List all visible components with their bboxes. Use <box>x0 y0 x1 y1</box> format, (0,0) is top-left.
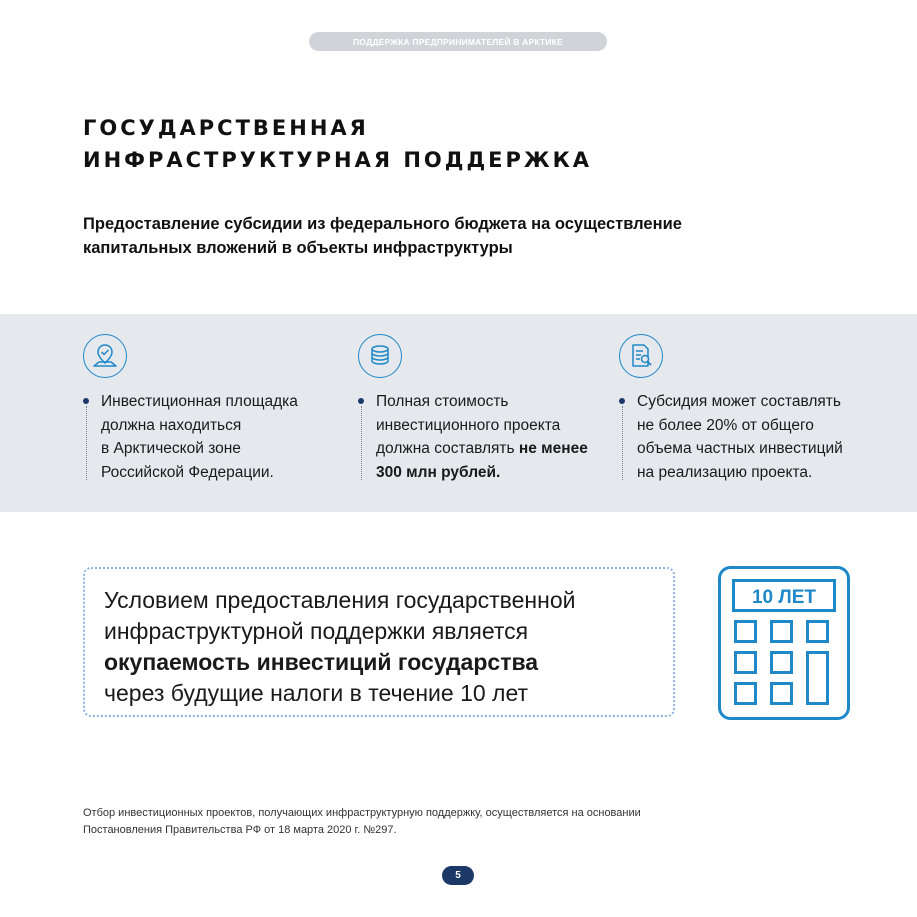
footnote-line-2: Постановления Правительства РФ от 18 марта 2020 г. №297. <box>83 824 397 836</box>
callout-bold: окупаемость инвестиций государства <box>104 649 539 675</box>
map-pin-icon <box>83 334 127 378</box>
text-line: Субсидия может составлять <box>637 393 841 410</box>
callout-line-4: через будущие налоги в течение 10 лет <box>104 680 529 706</box>
text-bold: 300 млн рублей. <box>376 463 501 481</box>
text-bold: не менее <box>518 440 588 457</box>
subtitle-line-1: Предоставление субсидии из федерального бюджета на осуществление <box>83 215 682 233</box>
page-number: 5 <box>442 866 474 885</box>
subtitle <box>83 212 682 260</box>
callout-line-2: инфраструктурной поддержки является <box>104 618 529 644</box>
title-line-1: ГОСУДАРСТВЕННАЯ <box>83 116 369 140</box>
callout-line-1: Условием предоставления государственной <box>104 587 576 613</box>
calculator-display: 10 ЛЕТ <box>751 587 817 608</box>
condition-subsidy <box>619 334 869 484</box>
condition-location-text <box>83 390 333 484</box>
condition-cost <box>358 334 608 484</box>
footnote <box>83 805 641 839</box>
title-line-2: ИНФРАСТРУКТУРНАЯ ПОДДЕРЖКА <box>83 148 593 172</box>
condition-cost-text <box>358 390 608 484</box>
subtitle-line-2: капитальных вложений в объекты инфраструктуры <box>83 239 513 257</box>
calculator-icon <box>718 566 850 721</box>
page-title <box>83 112 592 176</box>
conditions-band <box>0 314 917 512</box>
payback-callout <box>83 567 675 717</box>
text-line: должна составлять <box>376 440 519 457</box>
text-line: в Арктической зоне <box>101 440 241 457</box>
condition-subsidy-text <box>619 390 869 484</box>
text-line: инвестиционного проекта <box>376 416 561 434</box>
text-line: объема частных инвестиций <box>637 440 843 457</box>
text-line: Полная стоимость <box>376 393 509 410</box>
footnote-line-1: Отбор инвестиционных проектов, получающих инфраструктурную поддержку, осуществляется на основании <box>83 807 641 819</box>
text-line: должна находиться <box>101 416 242 434</box>
section-header-pill: ПОДДЕРЖКА ПРЕДПРИНИМАТЕЛЕЙ В АРКТИКЕ <box>309 32 607 51</box>
text-line: на реализацию проекта. <box>637 463 813 481</box>
condition-location <box>83 334 333 484</box>
text-line: Российской Федерации. <box>101 463 274 481</box>
text-line: Инвестиционная площадка <box>101 393 298 410</box>
coins-stack-icon <box>358 334 402 378</box>
document-search-icon <box>619 334 663 378</box>
text-line: не более 20% от общего <box>637 416 814 434</box>
